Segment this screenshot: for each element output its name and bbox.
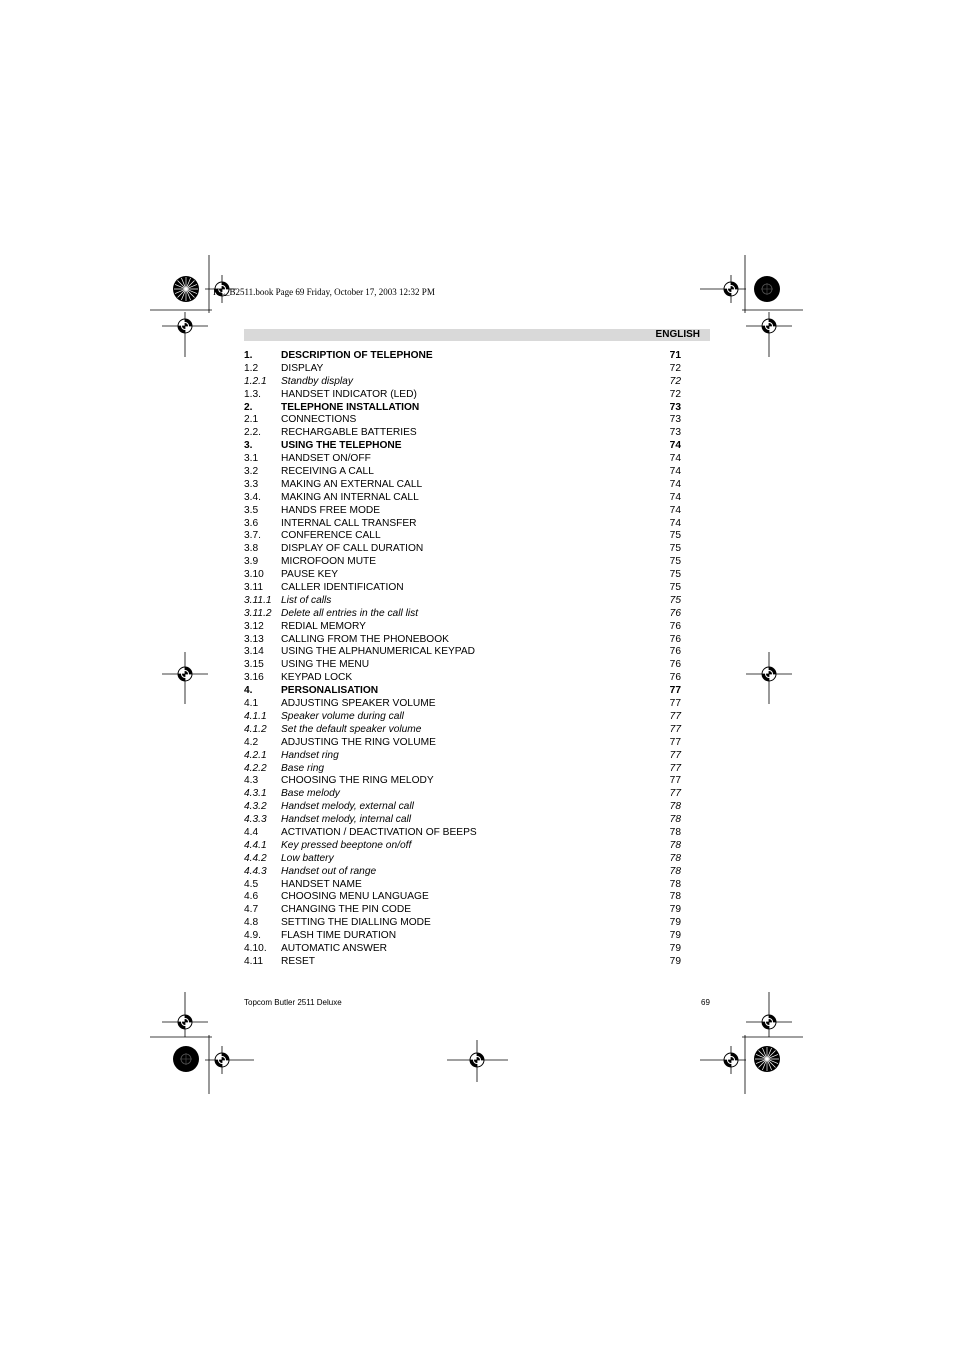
toc-entry-title: DISPLAY bbox=[281, 362, 324, 374]
toc-entry-number: 1.3. bbox=[244, 388, 261, 400]
toc-entry-number: 1.2.1 bbox=[244, 375, 267, 387]
toc-entry-title: HANDSET NAME bbox=[281, 878, 362, 890]
toc-entry-number: 3.11.1 bbox=[244, 594, 272, 606]
toc-entry-page: 74 bbox=[669, 440, 681, 452]
toc-entry-number: 4.8 bbox=[244, 917, 259, 929]
toc-entry bbox=[244, 750, 681, 763]
toc-entry-title: USING THE ALPHANUMERICAL KEYPAD bbox=[281, 646, 475, 658]
toc-entry-number: 3.14 bbox=[244, 646, 264, 658]
toc-entry-number: 3.6 bbox=[244, 517, 259, 529]
toc-entry-number: 4.9. bbox=[244, 930, 261, 942]
toc-entry-title: MAKING AN INTERNAL CALL bbox=[281, 491, 419, 503]
toc-entry-page: 76 bbox=[669, 659, 681, 671]
toc-entry-number: 4.2.1 bbox=[244, 749, 267, 761]
toc-entry bbox=[244, 530, 681, 543]
toc-entry-page: 75 bbox=[669, 556, 681, 568]
toc-entry bbox=[244, 376, 681, 389]
toc-entry-page: 75 bbox=[669, 569, 681, 581]
toc-entry-page: 77 bbox=[669, 788, 681, 800]
toc-entry-number: 4. bbox=[244, 685, 253, 697]
toc-entry-title: CHANGING THE PIN CODE bbox=[281, 904, 411, 916]
toc-entry-title: REDIAL MEMORY bbox=[281, 620, 366, 632]
toc-entry-title: Key pressed beeptone on/off bbox=[281, 839, 412, 851]
toc-entry bbox=[244, 569, 681, 582]
toc-entry-page: 78 bbox=[669, 891, 681, 903]
toc-entry-number: 3.12 bbox=[244, 620, 264, 632]
toc-entry bbox=[244, 634, 681, 647]
toc-entry bbox=[244, 737, 681, 750]
toc-entry bbox=[244, 711, 681, 724]
toc-entry bbox=[244, 866, 681, 879]
toc-entry-page: 74 bbox=[669, 491, 681, 503]
toc-entry-number: 3.3 bbox=[244, 478, 259, 490]
toc-entry-page: 74 bbox=[669, 517, 681, 529]
toc-entry bbox=[244, 389, 681, 402]
toc-entry-title: USING THE TELEPHONE bbox=[281, 440, 402, 452]
toc-entry-page: 77 bbox=[669, 698, 681, 710]
toc-entry-number: 4.4 bbox=[244, 826, 259, 838]
toc-entry-page: 76 bbox=[669, 672, 681, 684]
toc-entry-page: 78 bbox=[669, 801, 681, 813]
toc-entry-number: 4.4.1 bbox=[244, 839, 267, 851]
toc-entry-number: 2.1 bbox=[244, 414, 259, 426]
toc-entry-title: Base ring bbox=[281, 762, 325, 774]
toc-entry bbox=[244, 904, 681, 917]
toc-entry-page: 76 bbox=[669, 607, 681, 619]
toc-entry bbox=[244, 621, 681, 634]
toc-entry-page: 78 bbox=[669, 865, 681, 877]
toc-entry-number: 3.11 bbox=[244, 582, 264, 594]
toc-entry-title: CONNECTIONS bbox=[281, 414, 357, 426]
toc-entry-title: AUTOMATIC ANSWER bbox=[281, 942, 388, 954]
toc-entry-number: 4.4.2 bbox=[244, 852, 267, 864]
toc-entry bbox=[244, 350, 681, 363]
toc-entry-number: 3.9 bbox=[244, 556, 259, 568]
toc-entry-page: 78 bbox=[669, 852, 681, 864]
toc-entry-title: ADJUSTING THE RING VOLUME bbox=[281, 736, 436, 748]
footer-page-number: 69 bbox=[701, 998, 710, 1007]
print-slug: HL_B2511.book Page 69 Friday, October 17, 2003 12:32 PM bbox=[213, 287, 435, 297]
toc-entry-title: Delete all entries in the call list bbox=[281, 607, 419, 619]
toc-entry-title: Handset ring bbox=[281, 749, 339, 761]
toc-entry bbox=[244, 608, 681, 621]
toc-entry bbox=[244, 479, 681, 492]
toc-entry bbox=[244, 788, 681, 801]
toc-entry-title: PERSONALISATION bbox=[281, 685, 379, 697]
toc-entry bbox=[244, 672, 681, 685]
toc-entry-page: 77 bbox=[669, 723, 681, 735]
toc-entry-page: 74 bbox=[669, 478, 681, 490]
toc-entry bbox=[244, 505, 681, 518]
toc-entry-title: MICROFOON MUTE bbox=[281, 556, 377, 568]
toc-entry-page: 77 bbox=[669, 710, 681, 722]
toc-entry-page: 79 bbox=[669, 917, 681, 929]
toc-entry-number: 3. bbox=[244, 440, 253, 452]
toc-entry-number: 4.6 bbox=[244, 891, 259, 903]
toc-entry bbox=[244, 827, 681, 840]
toc-entry-number: 3.10 bbox=[244, 569, 264, 581]
toc-entry-page: 75 bbox=[669, 594, 681, 606]
toc-entry-page: 72 bbox=[669, 362, 681, 374]
toc-entry bbox=[244, 414, 681, 427]
toc-entry-title: List of calls bbox=[281, 594, 332, 606]
toc-entry-title: Handset melody, external call bbox=[281, 801, 414, 813]
language-label: ENGLISH bbox=[655, 329, 700, 340]
toc-entry bbox=[244, 466, 681, 479]
toc-entry-title: CALLING FROM THE PHONEBOOK bbox=[281, 633, 449, 645]
toc-entry-number: 4.3.3 bbox=[244, 814, 267, 826]
toc-entry bbox=[244, 763, 681, 776]
toc-entry-title: HANDS FREE MODE bbox=[281, 504, 381, 516]
toc-entry-title: DESCRIPTION OF TELEPHONE bbox=[281, 350, 433, 361]
toc-entry-number: 3.15 bbox=[244, 659, 264, 671]
toc-entry bbox=[244, 685, 681, 698]
toc-entry-number: 3.13 bbox=[244, 633, 264, 645]
toc-entry-number: 4.1.1 bbox=[244, 710, 267, 722]
toc-entry-number: 4.4.3 bbox=[244, 865, 267, 877]
toc-entry-title: RECHARGABLE BATTERIES bbox=[281, 427, 417, 439]
toc-entry-title: HANDSET INDICATOR (LED) bbox=[281, 388, 417, 400]
toc-entry-page: 75 bbox=[669, 530, 681, 542]
toc-entry-number: 3.8 bbox=[244, 543, 259, 555]
toc-entry-number: 4.7 bbox=[244, 904, 259, 916]
table-of-contents bbox=[244, 350, 681, 969]
toc-entry-number: 3.4. bbox=[244, 491, 261, 503]
toc-entry-number: 2.2. bbox=[244, 427, 261, 439]
toc-entry-number: 4.11 bbox=[244, 955, 264, 967]
toc-entry-title: INTERNAL CALL TRANSFER bbox=[281, 517, 417, 529]
toc-entry bbox=[244, 801, 681, 814]
toc-entry-number: 1. bbox=[244, 350, 253, 361]
toc-entry-title: RESET bbox=[281, 955, 315, 967]
toc-entry bbox=[244, 917, 681, 930]
toc-entry-page: 73 bbox=[669, 414, 681, 426]
toc-entry-number: 4.10. bbox=[244, 942, 267, 954]
toc-entry-page: 74 bbox=[669, 504, 681, 516]
toc-entry-page: 77 bbox=[669, 736, 681, 748]
toc-entry bbox=[244, 492, 681, 505]
toc-entry-page: 77 bbox=[669, 749, 681, 761]
toc-entry-title: Standby display bbox=[281, 375, 353, 387]
toc-entry bbox=[244, 956, 681, 969]
toc-entry-page: 79 bbox=[669, 942, 681, 954]
toc-entry-number: 4.1.2 bbox=[244, 723, 267, 735]
toc-entry-title: ADJUSTING SPEAKER VOLUME bbox=[281, 698, 436, 710]
toc-entry-page: 77 bbox=[669, 775, 681, 787]
toc-entry-number: 3.7. bbox=[244, 530, 261, 542]
toc-entry-number: 3.16 bbox=[244, 672, 264, 684]
toc-entry-title: TELEPHONE INSTALLATION bbox=[281, 401, 420, 413]
toc-entry-page: 76 bbox=[669, 620, 681, 632]
toc-entry-number: 3.2 bbox=[244, 466, 259, 478]
toc-entry-number: 4.3 bbox=[244, 775, 259, 787]
toc-entry bbox=[244, 556, 681, 569]
toc-entry-number: 2. bbox=[244, 401, 253, 413]
toc-entry bbox=[244, 453, 681, 466]
toc-entry bbox=[244, 775, 681, 788]
toc-entry bbox=[244, 840, 681, 853]
toc-entry-page: 78 bbox=[669, 826, 681, 838]
toc-entry bbox=[244, 402, 681, 415]
toc-entry-title: Speaker volume during call bbox=[281, 710, 404, 722]
toc-entry-title: CHOOSING THE RING MELODY bbox=[281, 775, 434, 787]
toc-entry bbox=[244, 814, 681, 827]
toc-entry-page: 76 bbox=[669, 646, 681, 658]
toc-entry-number: 4.2.2 bbox=[244, 762, 267, 774]
toc-entry bbox=[244, 363, 681, 376]
toc-entry-title: Set the default speaker volume bbox=[281, 723, 422, 735]
toc-entry-page: 78 bbox=[669, 839, 681, 851]
toc-entry-number: 4.3.1 bbox=[244, 788, 267, 800]
toc-entry-title: Base melody bbox=[281, 788, 340, 800]
toc-entry-title: CHOOSING MENU LANGUAGE bbox=[281, 891, 429, 903]
toc-entry bbox=[244, 427, 681, 440]
toc-entry-page: 72 bbox=[669, 388, 681, 400]
toc-entry bbox=[244, 724, 681, 737]
toc-entry-page: 73 bbox=[669, 401, 681, 413]
toc-entry bbox=[244, 440, 681, 453]
toc-entry-title: Handset out of range bbox=[281, 865, 377, 877]
toc-entry-page: 71 bbox=[669, 350, 681, 361]
language-header-bar bbox=[244, 329, 710, 341]
toc-entry-number: 4.1 bbox=[244, 698, 259, 710]
toc-entry-title: Low battery bbox=[281, 852, 334, 864]
toc-entry-page: 74 bbox=[669, 453, 681, 465]
toc-entry-title: SETTING THE DIALLING MODE bbox=[281, 917, 431, 929]
toc-entry-title: USING THE MENU bbox=[281, 659, 370, 671]
toc-entry-title: Handset melody, internal call bbox=[281, 814, 412, 826]
footer-product-name: Topcom Butler 2511 Deluxe bbox=[244, 998, 342, 1007]
toc-entry-number: 4.5 bbox=[244, 878, 259, 890]
toc-entry-page: 74 bbox=[669, 466, 681, 478]
toc-entry-page: 79 bbox=[669, 904, 681, 916]
toc-entry-title: KEYPAD LOCK bbox=[281, 672, 353, 684]
toc-entry-page: 75 bbox=[669, 582, 681, 594]
toc-entry-title: FLASH TIME DURATION bbox=[281, 930, 397, 942]
toc-entry-title: PAUSE KEY bbox=[281, 569, 338, 581]
toc-entry bbox=[244, 930, 681, 943]
toc-entry bbox=[244, 543, 681, 556]
toc-entry-page: 72 bbox=[669, 375, 681, 387]
toc-entry-title: ACTIVATION / DEACTIVATION OF BEEPS bbox=[281, 826, 477, 838]
toc-entry-page: 79 bbox=[669, 955, 681, 967]
toc-entry-title: CONFERENCE CALL bbox=[281, 530, 381, 542]
toc-entry bbox=[244, 659, 681, 672]
toc-entry-number: 1.2 bbox=[244, 362, 259, 374]
toc-entry bbox=[244, 698, 681, 711]
toc-entry-page: 79 bbox=[669, 930, 681, 942]
toc-entry-number: 3.11.2 bbox=[244, 607, 272, 619]
toc-entry-number: 4.2 bbox=[244, 736, 259, 748]
toc-entry-title: MAKING AN EXTERNAL CALL bbox=[281, 478, 423, 490]
toc-entry-page: 78 bbox=[669, 878, 681, 890]
toc-entry-number: 3.1 bbox=[244, 453, 259, 465]
toc-entry bbox=[244, 582, 681, 595]
toc-entry-page: 76 bbox=[669, 633, 681, 645]
toc-entry-page: 73 bbox=[669, 427, 681, 439]
toc-entry-title: RECEIVING A CALL bbox=[281, 466, 374, 478]
toc-entry-page: 78 bbox=[669, 814, 681, 826]
toc-entry-title: HANDSET ON/OFF bbox=[281, 453, 371, 465]
toc-entry-number: 3.5 bbox=[244, 504, 259, 516]
toc-entry-page: 77 bbox=[669, 685, 681, 697]
toc-entry-title: DISPLAY OF CALL DURATION bbox=[281, 543, 424, 555]
toc-entry bbox=[244, 646, 681, 659]
toc-entry bbox=[244, 518, 681, 531]
toc-entry-page: 77 bbox=[669, 762, 681, 774]
toc-entry bbox=[244, 595, 681, 608]
toc-entry bbox=[244, 879, 681, 892]
toc-entry-title: CALLER IDENTIFICATION bbox=[281, 582, 404, 594]
toc-entry-number: 4.3.2 bbox=[244, 801, 267, 813]
toc-entry bbox=[244, 891, 681, 904]
toc-entry bbox=[244, 943, 681, 956]
toc-entry bbox=[244, 853, 681, 866]
toc-entry-page: 75 bbox=[669, 543, 681, 555]
